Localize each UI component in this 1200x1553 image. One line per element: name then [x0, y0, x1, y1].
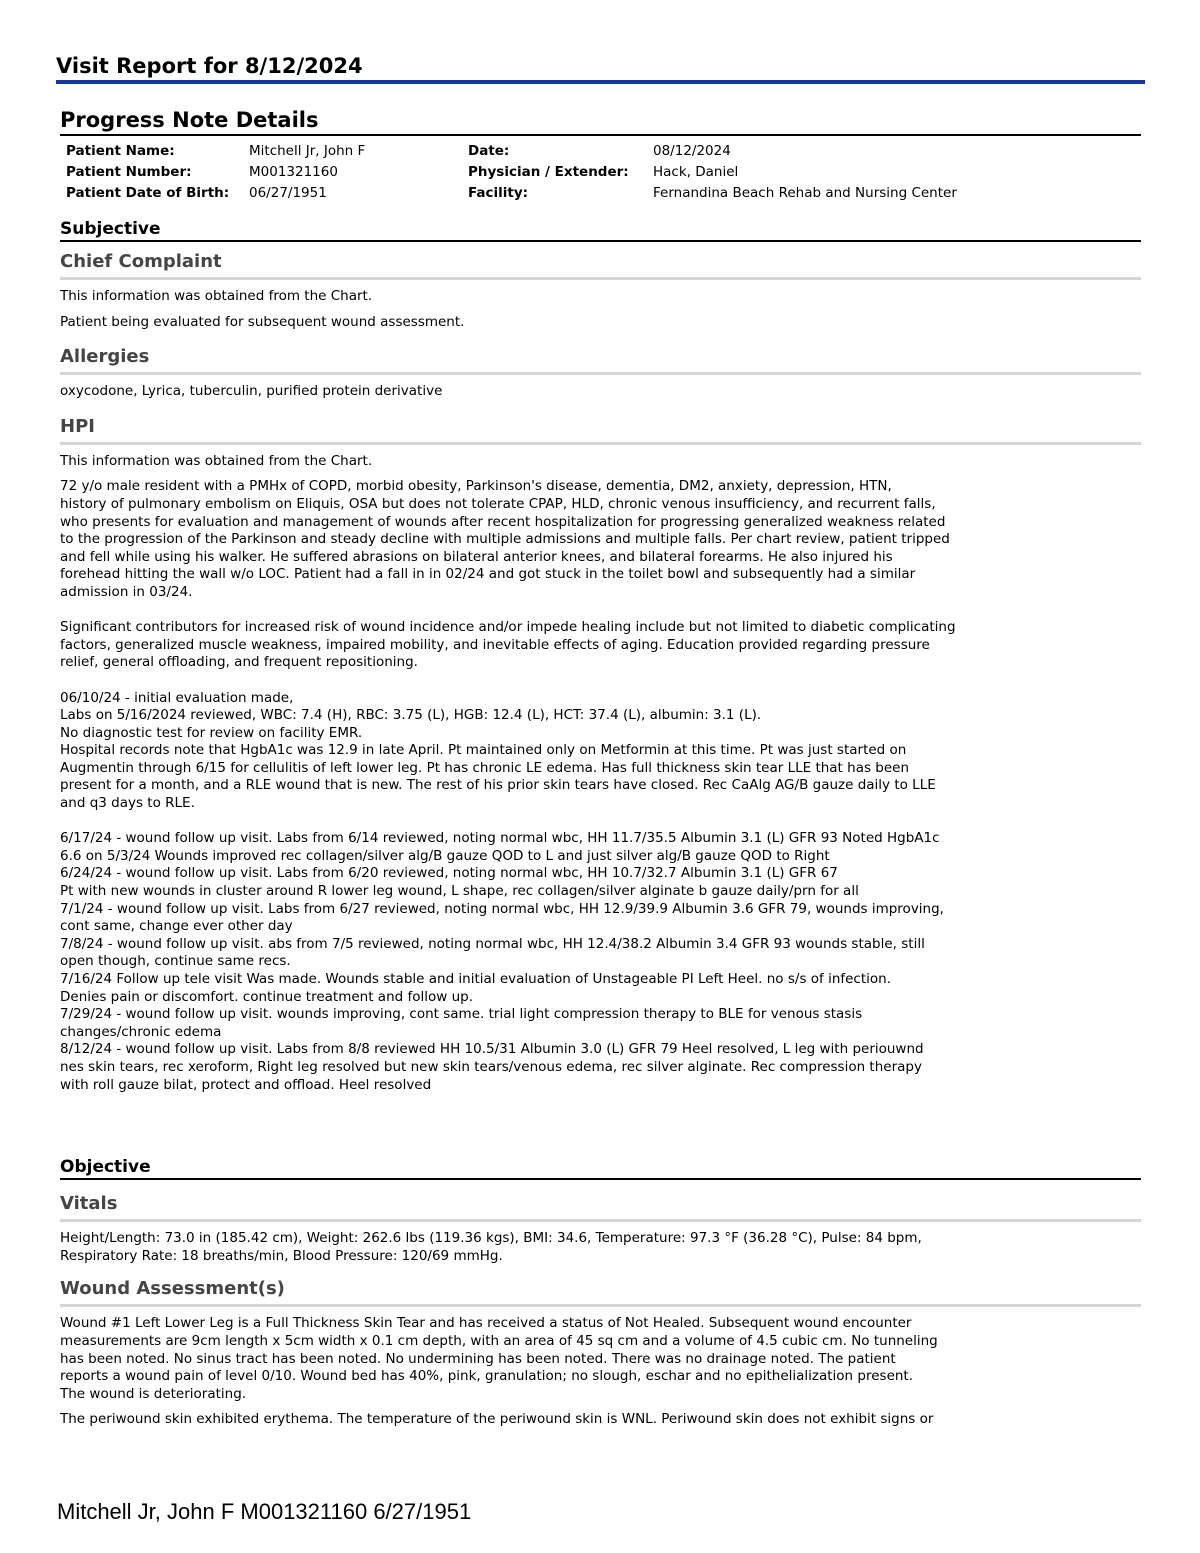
progress-note-title: Progress Note Details	[60, 106, 1141, 136]
hpi-heading: HPI	[60, 415, 1141, 445]
hpi-line: 7/1/24 - wound follow up visit. Labs from 6/27 reviewed, noting normal wbc, HH 12.9/39.9 Albumin 3.6 GFR 79, wounds improving,	[60, 900, 944, 917]
vitals-heading: Vitals	[60, 1192, 1141, 1222]
hpi-body	[60, 478, 1141, 1094]
hpi-line: open though, continue same recs.	[60, 953, 291, 970]
hpi-line: 6/24/24 - wound follow up visit. Labs from 6/20 reviewed, noting normal wbc, HH 10.7/32.7 Albumin 3.1 (L) GFR 67	[60, 865, 838, 882]
hpi-line: 6.6 on 5/3/24 Wounds improved rec collagen/silver alg/B gauze QOD to L and just silver alg/B gauze QOD to Right	[60, 847, 830, 864]
patient-name-value: Mitchell Jr, John F	[249, 143, 366, 159]
hpi-line: nes skin tears, rec xeroform, Right leg resolved but new skin tears/venous edema, rec silver alginate. Rec compression therapy	[60, 1058, 922, 1075]
facility-value: Fernandina Beach Rehab and Nursing Center	[653, 185, 957, 201]
wound-line: Wound #1 Left Lower Leg is a Full Thickness Skin Tear and has received a status of Not Healed. Subsequent wound encounter	[60, 1315, 912, 1332]
hpi-line: and fell while using his walker. He suffered abrasions on bilateral anterior knees, and bilateral forearms. He also injured his	[60, 548, 893, 565]
date-label: Date:	[468, 143, 510, 159]
hpi-line: present for a month, and a RLE wound that is new. The rest of his prior skin tears have closed. Rec CaAlg AG/B gauze daily to LLE	[60, 777, 936, 794]
hpi-line: history of pulmonary embolism on Eliquis, OSA but does not tolerate CPAP, HLD, chronic venous insufficiency, and recurrent falls,	[60, 495, 936, 512]
patient-info-row	[66, 183, 957, 204]
vitals-text	[60, 1230, 1141, 1265]
hpi-line: to the progression of the Parkinson and steady decline with multiple admissions and multiple falls. Per chart review, patient tripped	[60, 531, 950, 548]
patient-info-table	[66, 141, 957, 204]
patient-info-row	[66, 141, 957, 162]
page-footer: Mitchell Jr, John F M001321160 6/27/1951	[57, 1499, 472, 1524]
chief-complaint-line: This information was obtained from the Chart.	[60, 288, 373, 304]
wound-assessment-heading: Wound Assessment(s)	[60, 1277, 1141, 1307]
hpi-line: 72 y/o male resident with a PMHx of COPD, morbid obesity, Parkinson's disease, dementia, DM2, anxiety, depression, HTN,	[60, 478, 892, 495]
hpi-line	[60, 813, 1141, 831]
patient-name-label: Patient Name:	[66, 143, 175, 159]
periwound-text: The periwound skin exhibited erythema. The temperature of the periwound skin is WNL. Periwound skin does not exhibit signs or	[60, 1411, 934, 1428]
hpi-line	[60, 672, 1141, 690]
hpi-line	[60, 602, 1141, 620]
chief-complaint-line: Patient being evaluated for subsequent wound assessment.	[60, 313, 465, 330]
report-title: Visit Report for 8/12/2024	[56, 52, 1145, 84]
hpi-line: Denies pain or discomfort. continue treatment and follow up.	[60, 988, 474, 1005]
wound-line: reports a wound pain of level 0/10. Wound bed has 40%, pink, granulation; no slough, eschar and no epithelialization present.	[60, 1368, 914, 1385]
allergies-heading: Allergies	[60, 345, 1141, 375]
hpi-line: who presents for evaluation and management of wounds after recent hospitalization for progressing generalized weakness related	[60, 513, 946, 530]
hpi-line: changes/chronic edema	[60, 1023, 222, 1040]
hpi-line: relief, general offloading, and frequent repositioning.	[60, 654, 418, 671]
vitals-line: Respiratory Rate: 18 breaths/min, Blood Pressure: 120/69 mmHg.	[60, 1247, 503, 1264]
hpi-line: Hospital records note that HgbA1c was 12.9 in late April. Pt maintained only on Metformin at this time. Pt was just started on	[60, 742, 907, 759]
patient-info-row	[66, 162, 957, 183]
physician-label: Physician / Extender:	[468, 164, 629, 180]
wound-line: has been noted. No sinus tract has been noted. No undermining has been noted. There was no drainage noted. The patient	[60, 1350, 896, 1367]
hpi-line: admission in 03/24.	[60, 583, 193, 600]
patient-number-value: M001321160	[249, 164, 338, 180]
hpi-line: 7/16/24 Follow up tele visit Was made. Wounds stable and initial evaluation of Unstageable PI Left Heel. no s/s of infection.	[60, 971, 892, 987]
hpi-line: forehead hitting the wall w/o LOC. Patient had a fall in in 02/24 and got stuck in the toilet bowl and subsequently had a similar	[60, 566, 916, 583]
patient-number-label: Patient Number:	[66, 164, 192, 180]
wound-assessment-text	[60, 1315, 1141, 1403]
date-value: 08/12/2024	[653, 143, 731, 159]
wound-line: The wound is deteriorating.	[60, 1385, 247, 1402]
hpi-line: Significant contributors for increased risk of wound incidence and/or impede healing include but not limited to diabetic complicating	[60, 619, 956, 636]
subjective-heading: Subjective	[60, 218, 1141, 242]
dob-label: Patient Date of Birth:	[66, 185, 230, 201]
hpi-line: factors, generalized muscle weakness, impaired mobility, and inevitable effects of aging. Education provided regarding pressure	[60, 636, 930, 653]
hpi-line: 8/12/24 - wound follow up visit. Labs from 8/8 reviewed HH 10.5/31 Albumin 3.0 (L) GFR 79 Heel resolved, L leg with periouwnd	[60, 1041, 924, 1058]
chief-complaint-heading: Chief Complaint	[60, 250, 1141, 280]
hpi-line: with roll gauze bilat, protect and offload. Heel resolved	[60, 1076, 432, 1093]
objective-heading: Objective	[60, 1156, 1141, 1180]
wound-line: measurements are 9cm length x 5cm width x 0.1 cm depth, with an area of 45 sq cm and a volume of 4.5 cubic cm. No tunneling	[60, 1332, 938, 1349]
hpi-line: Augmentin through 6/15 for cellulitis of left lower leg. Pt has chronic LE edema. Has full thickness skin tear LLE that has been	[60, 759, 910, 776]
hpi-line: No diagnostic test for review on facility EMR.	[60, 724, 363, 741]
report-content	[60, 106, 1141, 1429]
hpi-line: cont same, change ever other day	[60, 918, 293, 935]
facility-label: Facility:	[468, 185, 529, 201]
physician-value: Hack, Daniel	[653, 164, 739, 180]
vitals-line: Height/Length: 73.0 in (185.42 cm), Weight: 262.6 lbs (119.36 kgs), BMI: 34.6, Temperature: 97.3 °F (36.28 °C), Pulse: 84 bpm,	[60, 1230, 922, 1247]
hpi-line: 7/29/24 - wound follow up visit. wounds improving, cont same. trial light compression therapy to BLE for venous stasis	[60, 1006, 863, 1023]
hpi-source: This information was obtained from the Chart.	[60, 452, 373, 469]
allergies-text: oxycodone, Lyrica, tuberculin, purified protein derivative	[60, 383, 443, 400]
hpi-line: and q3 days to RLE.	[60, 795, 195, 812]
hpi-line: Labs on 5/16/2024 reviewed, WBC: 7.4 (H), RBC: 3.75 (L), HGB: 12.4 (L), HCT: 37.4 (L), albumin: 3.1 (L).	[60, 707, 762, 724]
hpi-line: Pt with new wounds in cluster around R lower leg wound, L shape, rec collagen/silver alginate b gauze daily/prn for all	[60, 883, 859, 900]
hpi-line: 06/10/24 - initial evaluation made,	[60, 689, 294, 706]
hpi-line: 6/17/24 - wound follow up visit. Labs from 6/14 reviewed, noting normal wbc, HH 11.7/35.5 Albumin 3.1 (L) GFR 93 Noted HgbA1c	[60, 830, 940, 847]
dob-value: 06/27/1951	[249, 185, 327, 201]
hpi-line: 7/8/24 - wound follow up visit. abs from 7/5 reviewed, noting normal wbc, HH 12.4/38.2 Albumin 3.4 GFR 93 wounds stable, still	[60, 935, 925, 952]
